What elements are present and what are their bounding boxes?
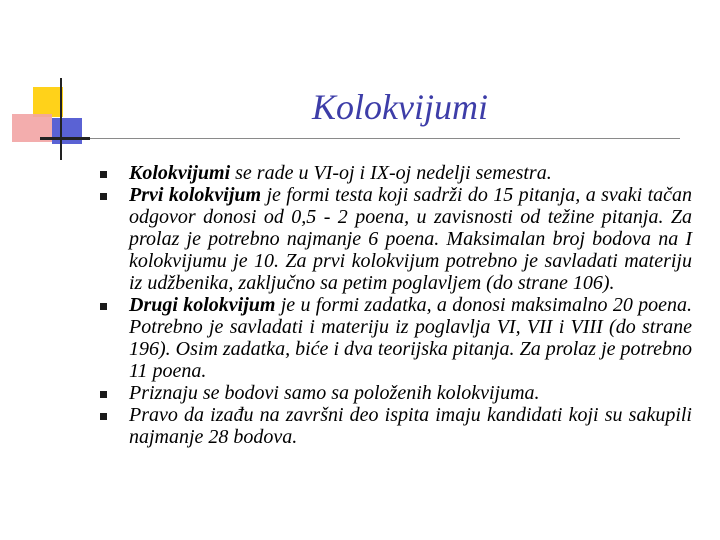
square-bullet-icon (100, 303, 107, 310)
bullet-item (98, 404, 692, 448)
blue-square-shape (52, 118, 82, 144)
bullet-text: Pravo da izađu na završni deo ispita imaju kandidati koji su sakupili najmanje 28 bodova. (129, 404, 692, 448)
square-bullet-icon (100, 171, 107, 178)
title-divider-accent (40, 137, 90, 140)
title-divider (40, 138, 680, 139)
slide-title: Kolokvijumi (312, 87, 488, 127)
bullet-item (98, 382, 692, 404)
decorative-logo-squares (0, 0, 100, 170)
bullet-text: Priznaju se bodovi samo sa položenih kolokvijuma. (129, 382, 540, 404)
vertical-accent-line (60, 78, 62, 160)
bullet-text: je u formi zadatka, a donosi maksimalno 20 poena. Potrebno je savladati i materiju iz poglavlja VI, VII i VIII (do strane 196). Osim zadatka, biće i dva teorijska pitanja. Za prolaz je potrebno 11 poena. (129, 294, 692, 382)
bullet-item (98, 294, 692, 382)
bullet-lead: Drugi kolokvijum (129, 294, 276, 316)
square-bullet-icon (100, 413, 107, 420)
square-bullet-icon (100, 193, 107, 200)
square-bullet-icon (100, 391, 107, 398)
bullet-text: je formi testa koji sadrži do 15 pitanja, a svaki tačan odgovor donosi od 0,5 - 2 poena, u zavisnosti od težine pitanja. Za prolaz je potrebno najmanje 6 poena. Maksimalan broj bodova na I kolokvijumu je 10. Za prvi kolokvijum potrebno je savladati materiju iz udžbenika, zaključno sa petim poglavljem (do strane 106). (129, 184, 692, 294)
bullet-lead: Prvi kolokvijum (129, 184, 262, 206)
bullet-text: se rade u VI-oj i IX-oj nedelji semestra. (230, 162, 552, 184)
bullet-item (98, 184, 692, 294)
slide-content (98, 162, 692, 448)
bullet-item (98, 162, 692, 184)
bullet-list (98, 162, 692, 448)
yellow-square-shape (33, 87, 63, 117)
bullet-lead: Kolokvijumi (129, 162, 231, 184)
